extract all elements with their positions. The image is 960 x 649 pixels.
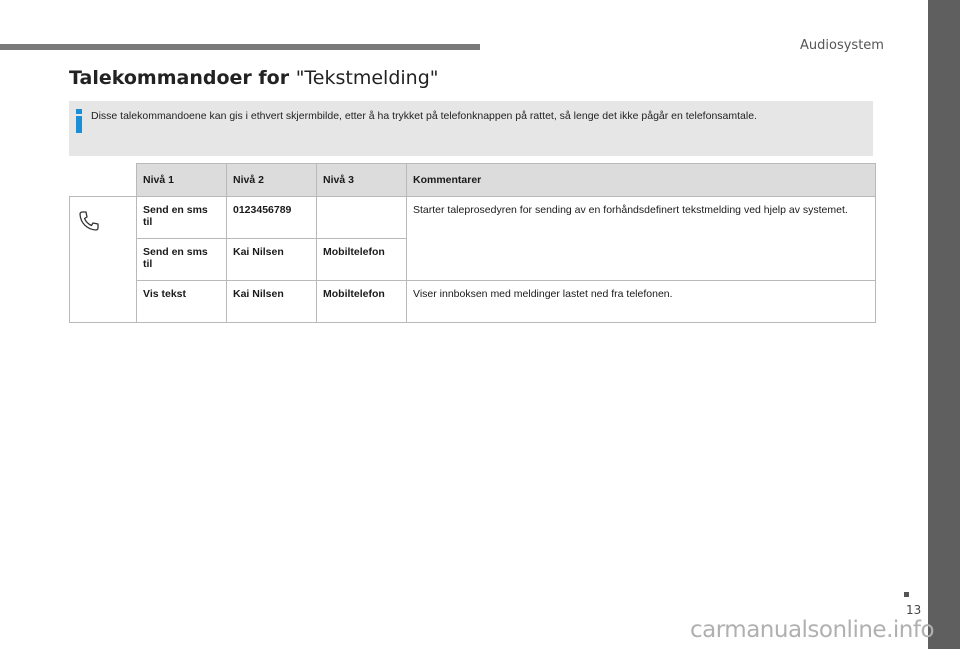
row3-level2: Kai Nilsen <box>227 281 317 323</box>
watermark: carmanualsonline.info <box>690 617 935 643</box>
table-header-comments: Kommentarer <box>407 164 876 197</box>
voice-command-table <box>69 163 876 323</box>
info-box <box>69 101 873 156</box>
page-title <box>69 67 439 89</box>
row2-level3: Mobiltelefon <box>317 239 407 281</box>
row3-level3: Mobiltelefon <box>317 281 407 323</box>
row1-level2: 0123456789 <box>227 197 317 239</box>
table-header-row <box>70 164 876 197</box>
table-row <box>70 281 876 323</box>
page-number: 13 <box>906 603 922 617</box>
row1-level1: Send en sms til <box>137 197 227 239</box>
section-name: Audiosystem <box>800 38 884 53</box>
page-title-quoted: "Tekstmelding" <box>295 67 439 89</box>
table-header-level1: Nivå 1 <box>137 164 227 197</box>
table-row <box>70 197 876 239</box>
row2-level1: Send en sms til <box>137 239 227 281</box>
phone-icon <box>76 208 102 234</box>
row1-comment: Starter taleprosedyren for sending av en forhåndsdefinert tekstmelding ved hjelp av systemet. <box>407 197 876 281</box>
header-rule <box>0 44 480 50</box>
table-header-level3: Nivå 3 <box>317 164 407 197</box>
table-header-level2: Nivå 2 <box>227 164 317 197</box>
info-text: Disse talekommandoene kan gis i ethvert skjermbilde, etter å ha trykket på telefonknappen på rattet, så lenge det ikke pågår en telefonsamtale. <box>91 110 757 122</box>
page-marker <box>904 592 909 597</box>
row3-comment: Viser innboksen med meldinger lastet ned fra telefonen. <box>407 281 876 323</box>
page-title-main: Talekommandoer for <box>69 67 296 89</box>
table-header-blank <box>70 164 137 197</box>
row1-level3 <box>317 197 407 239</box>
side-strip <box>928 0 960 649</box>
row3-level1: Vis tekst <box>137 281 227 323</box>
row2-level2: Kai Nilsen <box>227 239 317 281</box>
phone-cell <box>70 197 137 323</box>
info-icon <box>75 109 83 133</box>
